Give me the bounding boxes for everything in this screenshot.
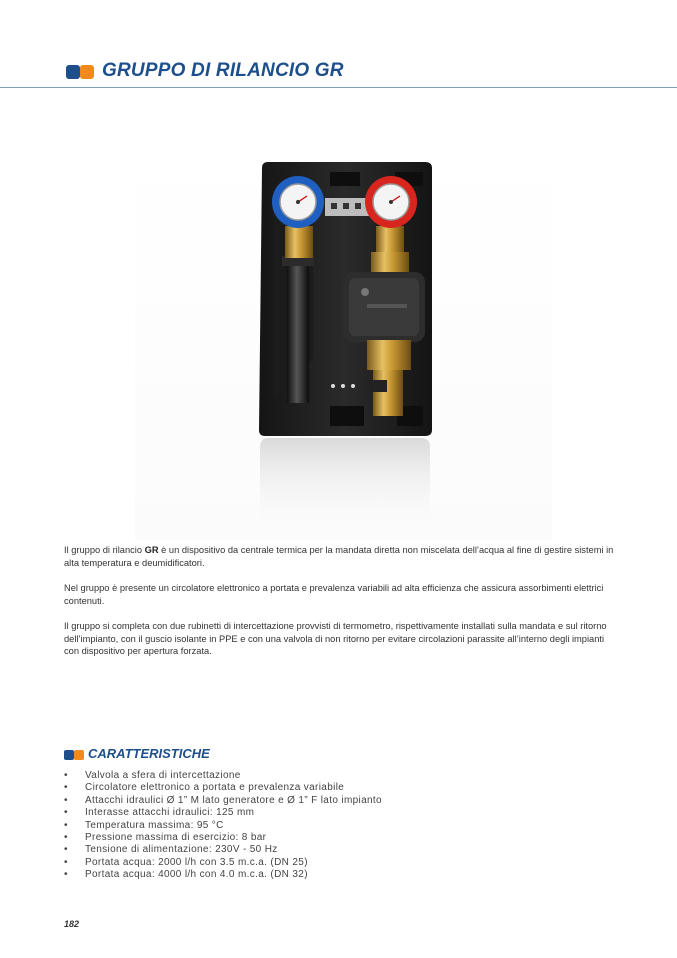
section-square-orange (74, 750, 84, 760)
features-list (64, 770, 564, 882)
feature-item (64, 782, 564, 794)
feature-text: Temperatura massima: 95 °C (85, 819, 224, 831)
description-paragraph (64, 544, 619, 569)
description-paragraph: Nel gruppo è presente un circolatore elettronico a portata e prevalenza variabili ad alta efficienza che assicura assorbimenti elettrici contenuti. (64, 583, 604, 606)
bullet-icon: • (64, 807, 68, 819)
bullet-icon: • (64, 869, 68, 881)
product-photo (135, 148, 552, 540)
header-divider (0, 87, 677, 88)
page-title: GRUPPO DI RILANCIO GR (102, 60, 344, 81)
bullet-icon: • (64, 770, 68, 781)
return-pipe (287, 253, 309, 403)
feature-item (64, 857, 564, 869)
page-number: 182 (64, 919, 80, 929)
feature-item (64, 820, 564, 832)
brand-square-orange (80, 65, 94, 79)
feature-item (64, 844, 564, 856)
description-paragraph: Il gruppo si completa con due rubinetti di intercettazione provvisti di termometro, rispettivamente installati sulla mandata e sul ritorno dell’impianto, con il guscio isolante in PPE e con una valvola di non ritorno per evitare circolazioni parassite all’interno degli impianti con dispositivo per apertura forzata. (64, 621, 607, 656)
feature-item (64, 770, 564, 782)
bullet-icon: • (64, 819, 68, 831)
bullet-icon: • (64, 832, 68, 844)
feature-text: Circolatore elettronico a portata e prevalenza variabile (85, 782, 345, 794)
bullet-icon: • (64, 856, 68, 868)
bullet-icon: • (64, 782, 68, 794)
feature-text: Attacchi idraulici Ø 1” M lato generatore e Ø 1” F lato impianto (85, 794, 382, 806)
feature-text: Portata acqua: 4000 l/h con 4.0 m.c.a. (DN 32) (85, 869, 308, 881)
description-text: è un dispositivo da centrale termica per la mandata diretta non miscelata dell’acqua al fine di gestire sistemi in alta temperatura e deumidificatori. (64, 545, 614, 568)
feature-item (64, 832, 564, 844)
pump-group-illustration (135, 148, 552, 540)
description-text: Il gruppo di rilancio (64, 545, 145, 555)
section-square-blue (64, 750, 74, 760)
bullet-icon: • (64, 844, 68, 856)
feature-text: Interasse attacchi idraulici: 125 mm (85, 807, 255, 819)
brand-square-blue (66, 65, 80, 79)
feature-text: Valvola a sfera di intercettazione (85, 770, 241, 781)
feature-text: Pressione massima di esercizio: 8 bar (85, 832, 267, 844)
features-title: CARATTERISTICHE (88, 746, 210, 761)
product-description (64, 544, 619, 671)
product-code: GR (144, 545, 159, 555)
feature-item (64, 807, 564, 819)
feature-text: Tensione di alimentazione: 230V - 50 Hz (85, 844, 278, 856)
feature-item (64, 869, 564, 881)
shell-reflection (260, 438, 430, 533)
bullet-icon: • (64, 794, 68, 806)
features-heading (64, 746, 364, 764)
feature-text: Portata acqua: 2000 l/h con 3.5 m.c.a. (DN 25) (85, 856, 308, 868)
page-header (0, 56, 677, 90)
feature-item (64, 795, 564, 807)
